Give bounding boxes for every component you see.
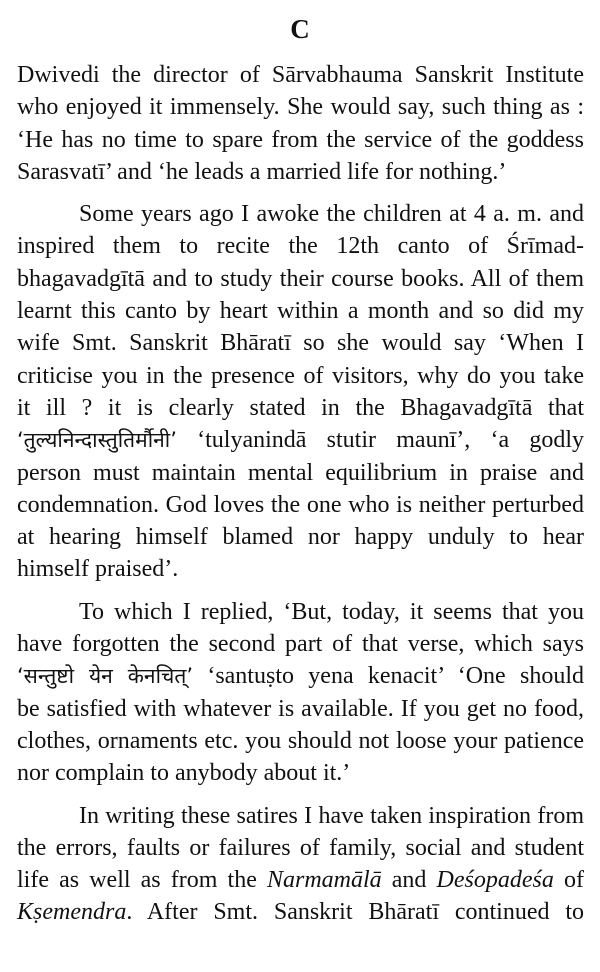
text-line: at hearing himself blamed nor happy unduly to hear (17, 524, 584, 551)
work-title: Narmamālā (266, 867, 382, 894)
paragraph-3 (17, 596, 584, 790)
text-line: In writing these satires I have taken inspiration from (79, 802, 584, 829)
text-line: Some years ago I awoke the children at 4 a. m. and (79, 201, 584, 228)
text-line: learnt this canto by heart within a month and so did my (17, 298, 584, 325)
text-line: ‘He has no time to spare from the service of the goddess (17, 126, 584, 153)
paragraph-2 (17, 198, 584, 586)
text-line: criticise you in the presence of visitors, why do you take (17, 362, 584, 389)
text-line-with-devanagari (17, 660, 584, 692)
text-line: be satisfied with whatever is available. If you get no food, (17, 695, 584, 722)
text-line: it ill ? it is clearly stated in the Bhagavadgītā that (17, 394, 584, 421)
text-segment: and (381, 867, 437, 894)
paragraph-1 (17, 59, 584, 188)
text-line: inspired them to recite the 12th canto of Śrīmad- (17, 233, 584, 260)
text-line: have forgotten the second part of that verse, which says (17, 631, 584, 658)
text-line: wife Smt. Sanskrit Bhāratī so she would say ‘When I (17, 330, 584, 357)
text-segment: of (553, 867, 584, 894)
text-line-with-italics (17, 896, 584, 928)
body-text (17, 59, 584, 929)
devanagari-quote: ‘सन्तुष्टो येन केनचित्’ (17, 664, 194, 689)
text-line: nor complain to anybody about it.’ (17, 760, 351, 787)
devanagari-quote: ‘तुल्यनिन्दास्तुतिर्मौनी’ (17, 428, 177, 453)
text-line: person must maintain mental equilibrium in praise and (17, 459, 584, 486)
text-line: the errors, faults or failures of family, social and student (17, 834, 584, 861)
text-line: Sarasvatī’ and ‘he leads a married life for nothing.’ (17, 158, 507, 185)
text-line: condemnation. God loves the one who is neither perturbed (17, 491, 584, 518)
text-line: clothes, ornaments etc. you should not loose your patience (17, 727, 584, 754)
text-segment: . After Smt. Sanskrit Bhāratī continued to (126, 899, 584, 926)
author-name: Kṣemendra (17, 899, 127, 926)
page-heading: C (290, 14, 310, 44)
text-line-with-devanagari (17, 424, 584, 456)
text-line: himself praised’. (17, 556, 179, 583)
paragraph-4 (17, 800, 584, 929)
work-title: Deśopadeśa (436, 867, 554, 894)
text-segment: life as well as from the (17, 867, 267, 894)
text-line: Dwivedi the director of Sārvabhauma Sanskrit Institute (17, 62, 584, 88)
romanized-text: ‘tulyanindā stutir maunī’, ‘a godly (176, 427, 584, 454)
romanized-text: ‘santuṣto yena kenacit’ ‘One should (193, 663, 584, 690)
text-line: To which I replied, ‘But, today, it seems that you (79, 598, 584, 625)
text-line: who enjoyed it immensely. She would say, such thing as : (17, 94, 584, 121)
text-line: bhagavadgītā and to study their course books. All of them (17, 265, 584, 292)
text-line-with-italics (17, 864, 584, 896)
